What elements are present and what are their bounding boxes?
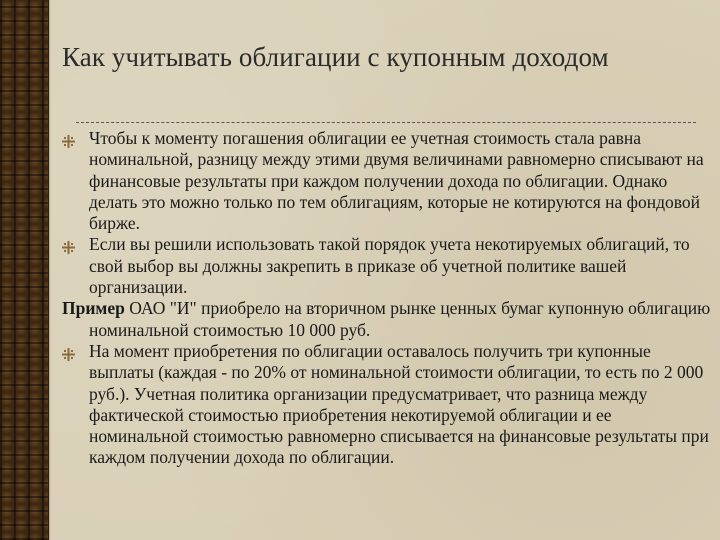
bullet-text: Если вы решили использовать такой порядок учета некотируемых облигаций, то свой выбор вы должны закрепить в приказе об учетной политике вашей организации. <box>89 234 690 298</box>
example-paragraph <box>62 298 714 341</box>
slide-content <box>62 128 714 469</box>
title-divider <box>76 122 696 123</box>
slide-title: Как учитывать облигации с купонным доходом <box>62 42 609 72</box>
ornamental-cross-bullet-icon <box>62 238 75 251</box>
bullet-item-1 <box>62 128 714 234</box>
example-lead: Пример <box>62 298 125 319</box>
bullet-text: Чтобы к моменту погашения облигации ее учетная стоимость стала равна номинальной, разницу между этими двумя величинами равномерно списывают на финансовые результаты при каждом получении дохода по облигации. Однако делать это можно только по тем облигациям, которые не котируются на фондовой бирже. <box>89 128 704 234</box>
bullet-item-2 <box>62 234 714 298</box>
bullet-item-3 <box>62 341 714 469</box>
ornamental-cross-bullet-icon <box>62 345 75 358</box>
decorative-left-border <box>0 0 49 540</box>
example-text: ОАО "И" приобрело на вторичном рынке ценных бумаг купонную облигацию номинальной стоимостью 10 000 руб. <box>89 298 711 340</box>
bullet-text: На момент приобретения по облигации оставалось получить три купонные выплаты (каждая - по 20% от номинальной стоимости облигации, то есть по 2 000 руб.). Учетная политика организации предусматривает, что разница между фактической стоимостью приобретения некотируемой облигации и ее номинальной стоимостью равномерно списывается на финансовые результаты при каждом получении дохода по облигации. <box>89 340 709 468</box>
ornamental-cross-bullet-icon <box>62 132 75 145</box>
